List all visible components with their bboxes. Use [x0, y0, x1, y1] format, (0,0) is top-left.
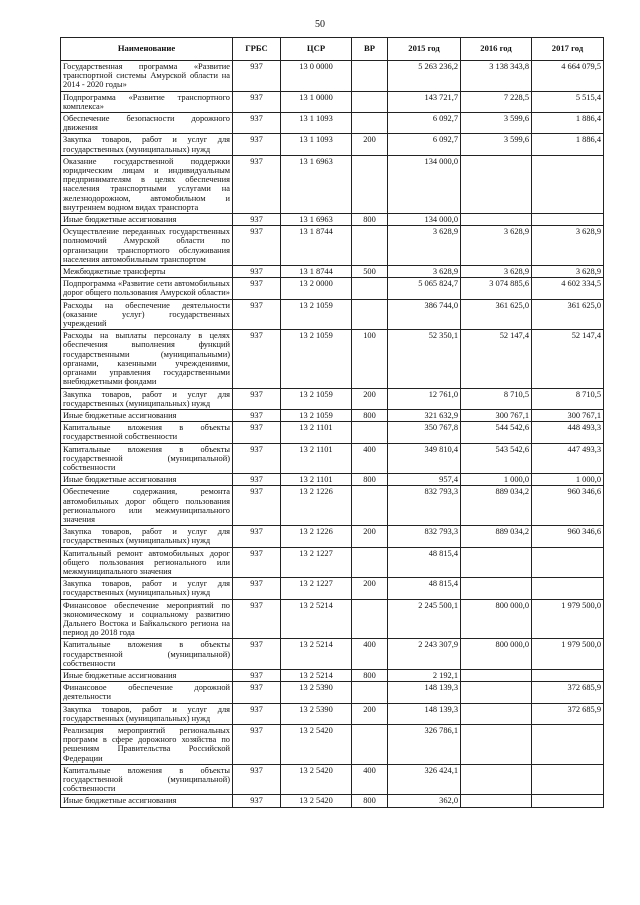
table-row — [61, 214, 604, 226]
table-row — [61, 682, 604, 703]
row-grbs-cell: 937 — [233, 266, 281, 278]
row-name-cell: Закупка товаров, работ и услуг для государственных (муниципальных) нужд — [61, 703, 233, 724]
row-csr-cell: 13 2 0000 — [281, 278, 352, 299]
row-name-cell: Закупка товаров, работ и услуг для государственных (муниципальных) нужд — [61, 578, 233, 599]
row-name-cell: Обеспечение содержания, ремонта автомобильных дорог общего пользования регионального или межмуниципального значения — [61, 486, 233, 526]
row-2015-cell: 321 632,9 — [388, 409, 461, 421]
row-2016-cell: 3 599,6 — [461, 113, 532, 134]
row-grbs-cell: 937 — [233, 91, 281, 112]
row-2016-cell: 3 599,6 — [461, 134, 532, 155]
row-vr-cell: 200 — [352, 526, 388, 547]
row-2015-cell: 148 139,3 — [388, 703, 461, 724]
row-2015-cell: 2 243 307,9 — [388, 639, 461, 670]
row-2017-cell — [532, 155, 604, 213]
row-2015-cell: 134 000,0 — [388, 155, 461, 213]
row-2015-cell: 326 424,1 — [388, 764, 461, 795]
row-2017-cell: 3 628,9 — [532, 226, 604, 266]
row-name-cell: Государственная программа «Развитие транспортной системы Амурской области на 2014 - 2020 годы» — [61, 61, 233, 92]
row-name-cell: Финансовое обеспечение дорожной деятельности — [61, 682, 233, 703]
budget-table — [60, 37, 604, 808]
row-name-cell: Реализация мероприятий региональных программ в сфере дорожного хозяйства по решениям Правительства Российской Федерации — [61, 725, 233, 765]
row-2017-cell: 960 346,6 — [532, 526, 604, 547]
row-2017-cell: 8 710,5 — [532, 388, 604, 409]
table-row — [61, 639, 604, 670]
row-2016-cell: 3 074 885,6 — [461, 278, 532, 299]
row-csr-cell: 13 2 1226 — [281, 486, 352, 526]
row-name-cell: Оказание государственной поддержки юридическим лицам и индивидуальным предпринимателям в целях обеспечения населения транспортными услугами на железнодорожном, автомобильном и внутреннем водном видах транспорта — [61, 155, 233, 213]
row-grbs-cell: 937 — [233, 578, 281, 599]
row-name-cell: Иные бюджетные ассигнования — [61, 669, 233, 681]
row-vr-cell: 800 — [352, 474, 388, 486]
row-grbs-cell: 937 — [233, 443, 281, 474]
row-csr-cell: 13 2 1101 — [281, 443, 352, 474]
row-2015-cell: 134 000,0 — [388, 214, 461, 226]
row-2015-cell: 5 065 824,7 — [388, 278, 461, 299]
row-csr-cell: 13 1 1093 — [281, 134, 352, 155]
row-grbs-cell: 937 — [233, 547, 281, 578]
row-2016-cell: 889 034,2 — [461, 526, 532, 547]
row-2016-cell — [461, 547, 532, 578]
row-2017-cell: 1 886,4 — [532, 134, 604, 155]
row-name-cell: Подпрограмма «Развитие транспортного комплекса» — [61, 91, 233, 112]
row-csr-cell: 13 2 1059 — [281, 299, 352, 330]
table-row — [61, 703, 604, 724]
row-grbs-cell: 937 — [233, 299, 281, 330]
row-csr-cell: 13 2 1059 — [281, 330, 352, 388]
header-name: Наименование — [61, 38, 233, 61]
table-row — [61, 422, 604, 443]
row-csr-cell: 13 2 5420 — [281, 725, 352, 765]
table-row — [61, 61, 604, 92]
row-grbs-cell: 937 — [233, 409, 281, 421]
row-vr-cell — [352, 422, 388, 443]
table-row — [61, 299, 604, 330]
row-vr-cell: 200 — [352, 388, 388, 409]
header-2015: 2015 год — [388, 38, 461, 61]
row-2016-cell — [461, 214, 532, 226]
table-row — [61, 725, 604, 765]
row-2015-cell: 350 767,8 — [388, 422, 461, 443]
row-name-cell: Расходы на обеспечение деятельности (оказание услуг) государственных учреждений — [61, 299, 233, 330]
row-vr-cell — [352, 599, 388, 639]
row-2017-cell: 5 515,4 — [532, 91, 604, 112]
row-2015-cell: 143 721,7 — [388, 91, 461, 112]
row-2017-cell — [532, 547, 604, 578]
row-vr-cell: 800 — [352, 669, 388, 681]
row-2016-cell: 3 138 343,8 — [461, 61, 532, 92]
row-2017-cell — [532, 214, 604, 226]
row-csr-cell: 13 2 5390 — [281, 703, 352, 724]
row-name-cell: Финансовое обеспечение мероприятий по экономическому и социальному развитию Дальнего Востока и Байкальского региона на период до 2018 года — [61, 599, 233, 639]
table-row — [61, 578, 604, 599]
row-2015-cell: 5 263 236,2 — [388, 61, 461, 92]
row-2016-cell — [461, 682, 532, 703]
row-2015-cell: 148 139,3 — [388, 682, 461, 703]
table-row — [61, 330, 604, 388]
row-name-cell: Иные бюджетные ассигнования — [61, 214, 233, 226]
row-csr-cell: 13 2 1227 — [281, 578, 352, 599]
row-2017-cell — [532, 725, 604, 765]
row-2017-cell — [532, 764, 604, 795]
table-row — [61, 486, 604, 526]
row-grbs-cell: 937 — [233, 639, 281, 670]
row-csr-cell: 13 2 5214 — [281, 599, 352, 639]
row-name-cell: Расходы на выплаты персоналу в целях обеспечения выполнения функций государственными (муниципальными) органами, казенными учреждениями, органами управления государственными внебюджетными фондами — [61, 330, 233, 388]
row-2015-cell: 3 628,9 — [388, 266, 461, 278]
row-2015-cell: 6 092,7 — [388, 113, 461, 134]
row-csr-cell: 13 2 5420 — [281, 795, 352, 807]
row-grbs-cell: 937 — [233, 682, 281, 703]
row-2016-cell — [461, 669, 532, 681]
row-grbs-cell: 937 — [233, 388, 281, 409]
row-vr-cell — [352, 155, 388, 213]
row-csr-cell: 13 2 1059 — [281, 409, 352, 421]
table-header-row — [61, 38, 604, 61]
row-vr-cell: 800 — [352, 409, 388, 421]
row-2017-cell: 448 493,3 — [532, 422, 604, 443]
row-grbs-cell: 937 — [233, 669, 281, 681]
row-2015-cell: 957,4 — [388, 474, 461, 486]
row-grbs-cell: 937 — [233, 703, 281, 724]
table-row — [61, 388, 604, 409]
table-row — [61, 91, 604, 112]
row-csr-cell: 13 0 0000 — [281, 61, 352, 92]
table-row — [61, 764, 604, 795]
table-row — [61, 599, 604, 639]
row-2017-cell: 4 602 334,5 — [532, 278, 604, 299]
row-2016-cell: 3 628,9 — [461, 226, 532, 266]
row-2017-cell: 372 685,9 — [532, 703, 604, 724]
table-row — [61, 526, 604, 547]
row-2017-cell: 52 147,4 — [532, 330, 604, 388]
row-csr-cell: 13 1 8744 — [281, 266, 352, 278]
row-vr-cell: 400 — [352, 639, 388, 670]
row-2017-cell: 3 628,9 — [532, 266, 604, 278]
row-2017-cell: 447 493,3 — [532, 443, 604, 474]
row-vr-cell — [352, 725, 388, 765]
row-vr-cell: 800 — [352, 795, 388, 807]
table-row — [61, 134, 604, 155]
row-vr-cell — [352, 278, 388, 299]
row-vr-cell — [352, 682, 388, 703]
row-name-cell: Обеспечение безопасности дорожного движения — [61, 113, 233, 134]
row-name-cell: Закупка товаров, работ и услуг для государственных (муниципальных) нужд — [61, 526, 233, 547]
row-csr-cell: 13 2 1101 — [281, 422, 352, 443]
row-2015-cell: 48 815,4 — [388, 547, 461, 578]
table-row — [61, 266, 604, 278]
row-2016-cell — [461, 703, 532, 724]
row-2017-cell: 1 886,4 — [532, 113, 604, 134]
table-row — [61, 113, 604, 134]
row-grbs-cell: 937 — [233, 226, 281, 266]
row-vr-cell — [352, 61, 388, 92]
row-2016-cell: 52 147,4 — [461, 330, 532, 388]
row-2017-cell: 372 685,9 — [532, 682, 604, 703]
row-name-cell: Иные бюджетные ассигнования — [61, 409, 233, 421]
row-name-cell: Капитальные вложения в объекты государственной (муниципальной) собственности — [61, 764, 233, 795]
row-2016-cell: 8 710,5 — [461, 388, 532, 409]
row-2016-cell: 543 542,6 — [461, 443, 532, 474]
row-name-cell: Подпрограмма «Развитие сети автомобильных дорог общего пользования Амурской области» — [61, 278, 233, 299]
table-row — [61, 547, 604, 578]
row-2016-cell: 7 228,5 — [461, 91, 532, 112]
row-2015-cell: 48 815,4 — [388, 578, 461, 599]
row-name-cell: Иные бюджетные ассигнования — [61, 795, 233, 807]
row-name-cell: Капитальные вложения в объекты государственной (муниципальной) собственности — [61, 443, 233, 474]
row-vr-cell — [352, 113, 388, 134]
table-row — [61, 669, 604, 681]
row-2015-cell: 349 810,4 — [388, 443, 461, 474]
row-2015-cell: 12 761,0 — [388, 388, 461, 409]
row-vr-cell — [352, 486, 388, 526]
row-2016-cell: 3 628,9 — [461, 266, 532, 278]
row-csr-cell: 13 2 5214 — [281, 639, 352, 670]
row-2017-cell: 1 979 500,0 — [532, 599, 604, 639]
row-2015-cell: 2 192,1 — [388, 669, 461, 681]
row-name-cell: Капитальные вложения в объекты государственной (муниципальной) собственности — [61, 639, 233, 670]
row-name-cell: Закупка товаров, работ и услуг для государственных (муниципальных) нужд — [61, 134, 233, 155]
row-2015-cell: 362,0 — [388, 795, 461, 807]
row-grbs-cell: 937 — [233, 795, 281, 807]
row-csr-cell: 13 1 8744 — [281, 226, 352, 266]
row-2015-cell: 832 793,3 — [388, 486, 461, 526]
row-2017-cell: 960 346,6 — [532, 486, 604, 526]
table-row — [61, 409, 604, 421]
header-2017: 2017 год — [532, 38, 604, 61]
row-csr-cell: 13 2 1059 — [281, 388, 352, 409]
table-body — [61, 61, 604, 808]
row-grbs-cell: 937 — [233, 330, 281, 388]
row-csr-cell: 13 1 0000 — [281, 91, 352, 112]
row-grbs-cell: 937 — [233, 725, 281, 765]
table-row — [61, 226, 604, 266]
header-vr: ВР — [352, 38, 388, 61]
row-2017-cell: 4 664 079,5 — [532, 61, 604, 92]
row-2016-cell: 361 625,0 — [461, 299, 532, 330]
row-2017-cell: 361 625,0 — [532, 299, 604, 330]
row-csr-cell: 13 2 1227 — [281, 547, 352, 578]
row-vr-cell: 200 — [352, 578, 388, 599]
row-csr-cell: 13 2 5214 — [281, 669, 352, 681]
row-csr-cell: 13 2 1101 — [281, 474, 352, 486]
row-2016-cell: 889 034,2 — [461, 486, 532, 526]
row-2015-cell: 386 744,0 — [388, 299, 461, 330]
row-2016-cell — [461, 725, 532, 765]
row-name-cell: Закупка товаров, работ и услуг для государственных (муниципальных) нужд — [61, 388, 233, 409]
row-grbs-cell: 937 — [233, 113, 281, 134]
row-grbs-cell: 937 — [233, 764, 281, 795]
row-name-cell: Капитальный ремонт автомобильных дорог общего пользования регионального или межмуниципального значения — [61, 547, 233, 578]
row-2016-cell — [461, 578, 532, 599]
row-grbs-cell: 937 — [233, 214, 281, 226]
row-2015-cell: 6 092,7 — [388, 134, 461, 155]
row-name-cell: Осуществление переданных государственных полномочий Амурской области по организации транспортного обслуживания населения автомобильным транспортом — [61, 226, 233, 266]
row-2017-cell: 1 979 500,0 — [532, 639, 604, 670]
row-csr-cell: 13 1 6963 — [281, 155, 352, 213]
row-2016-cell: 300 767,1 — [461, 409, 532, 421]
row-2016-cell: 800 000,0 — [461, 639, 532, 670]
table-row — [61, 795, 604, 807]
header-csr: ЦСР — [281, 38, 352, 61]
row-2016-cell — [461, 764, 532, 795]
row-csr-cell: 13 2 1226 — [281, 526, 352, 547]
row-grbs-cell: 937 — [233, 526, 281, 547]
row-vr-cell: 200 — [352, 134, 388, 155]
row-2016-cell — [461, 795, 532, 807]
row-2015-cell: 832 793,3 — [388, 526, 461, 547]
row-csr-cell: 13 2 5420 — [281, 764, 352, 795]
row-name-cell: Иные бюджетные ассигнования — [61, 474, 233, 486]
row-2016-cell: 1 000,0 — [461, 474, 532, 486]
row-2015-cell: 2 245 500,1 — [388, 599, 461, 639]
row-2017-cell — [532, 578, 604, 599]
row-vr-cell: 500 — [352, 266, 388, 278]
row-grbs-cell: 937 — [233, 486, 281, 526]
row-vr-cell: 800 — [352, 214, 388, 226]
row-vr-cell: 200 — [352, 703, 388, 724]
row-2016-cell: 544 542,6 — [461, 422, 532, 443]
row-2015-cell: 3 628,9 — [388, 226, 461, 266]
row-grbs-cell: 937 — [233, 155, 281, 213]
row-2017-cell — [532, 795, 604, 807]
row-name-cell: Межбюджетные трансферты — [61, 266, 233, 278]
row-vr-cell — [352, 91, 388, 112]
row-vr-cell — [352, 226, 388, 266]
row-2015-cell: 326 786,1 — [388, 725, 461, 765]
table-row — [61, 155, 604, 213]
row-vr-cell: 400 — [352, 443, 388, 474]
row-2015-cell: 52 350,1 — [388, 330, 461, 388]
row-2017-cell: 1 000,0 — [532, 474, 604, 486]
row-grbs-cell: 937 — [233, 599, 281, 639]
row-grbs-cell: 937 — [233, 61, 281, 92]
row-grbs-cell: 937 — [233, 278, 281, 299]
header-grbs: ГРБС — [233, 38, 281, 61]
row-2017-cell: 300 767,1 — [532, 409, 604, 421]
row-vr-cell: 400 — [352, 764, 388, 795]
row-2016-cell — [461, 155, 532, 213]
row-vr-cell — [352, 547, 388, 578]
row-grbs-cell: 937 — [233, 474, 281, 486]
row-csr-cell: 13 1 6963 — [281, 214, 352, 226]
page-number: 50 — [315, 19, 325, 30]
header-2016: 2016 год — [461, 38, 532, 61]
row-2017-cell — [532, 669, 604, 681]
row-grbs-cell: 937 — [233, 134, 281, 155]
row-csr-cell: 13 1 1093 — [281, 113, 352, 134]
row-2016-cell: 800 000,0 — [461, 599, 532, 639]
row-name-cell: Капитальные вложения в объекты государственной собственности — [61, 422, 233, 443]
row-vr-cell: 100 — [352, 330, 388, 388]
row-grbs-cell: 937 — [233, 422, 281, 443]
table-row — [61, 443, 604, 474]
row-vr-cell — [352, 299, 388, 330]
table-row — [61, 474, 604, 486]
table-row — [61, 278, 604, 299]
row-csr-cell: 13 2 5390 — [281, 682, 352, 703]
